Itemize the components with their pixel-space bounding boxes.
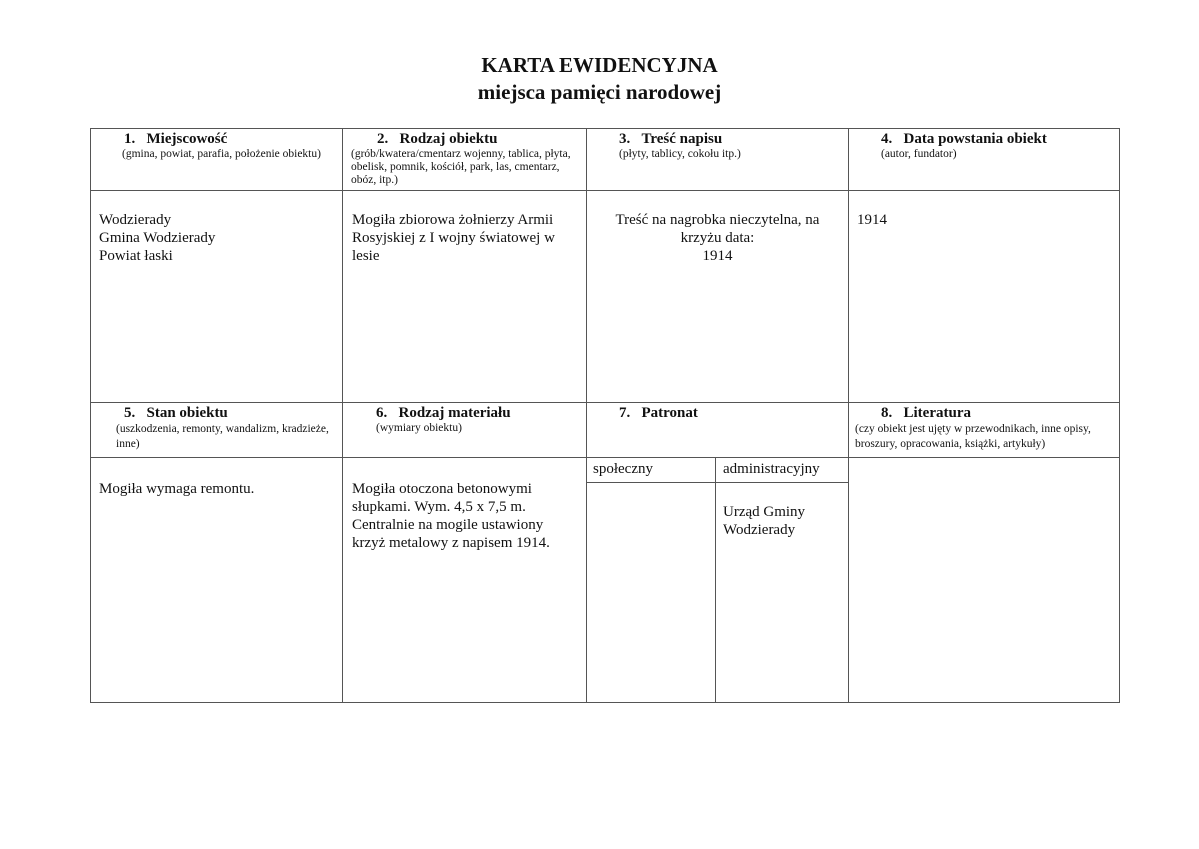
document-subtitle: miejsca pamięci narodowej	[477, 80, 722, 104]
patronat-spoleczny-label: społeczny	[593, 461, 653, 477]
content-line: Mogiła otoczona betonowymi słupkami. Wym. 4,5 x 7,5 m. Centralnie na mogile ustawiony krzyż metalowy z napisem 1914.	[352, 481, 550, 551]
content-line: 1914	[857, 212, 887, 228]
patronat-administracyjny-value: Urząd Gminy Wodzierady	[723, 504, 806, 538]
section-number: 7.	[619, 405, 631, 421]
section-heading: Rodzaj materiału	[398, 405, 511, 421]
content-line: 1914	[702, 248, 733, 264]
header-miejscowosc	[90, 128, 343, 191]
content-line: Mogiła wymaga remontu.	[99, 481, 255, 497]
content-tresc-napisu	[586, 190, 849, 403]
section-number: 6.	[376, 405, 388, 421]
patronat-administracyjny-label: administracyjny	[723, 461, 820, 477]
section-number: 1.	[124, 131, 136, 147]
section-hint: (wymiary obiektu)	[376, 422, 462, 434]
section-number: 2.	[377, 131, 389, 147]
section-heading: Literatura	[903, 405, 971, 421]
section-number: 3.	[619, 131, 631, 147]
section-hint: (gmina, powiat, parafia, położenie obiektu)	[122, 148, 321, 160]
header-literatura	[848, 402, 1120, 458]
section-hint: (autor, fundator)	[881, 148, 957, 160]
content-patronat	[586, 457, 849, 703]
header-data-powstania	[848, 128, 1120, 191]
section-heading: Patronat	[641, 405, 698, 421]
content-line: Powiat łaski	[99, 248, 173, 264]
content-line: Gmina Wodzierady	[99, 230, 216, 246]
header-stan-obiektu	[90, 402, 343, 458]
content-rodzaj-obiektu	[342, 190, 587, 403]
header-rodzaj-materialu	[342, 402, 587, 458]
content-line: Treść na nagrobka nieczytelna, na krzyżu data:	[615, 212, 820, 246]
section-number: 4.	[881, 131, 893, 147]
document-title: KARTA EWIDENCYJNA	[481, 53, 718, 77]
content-stan-obiektu	[90, 457, 343, 703]
section-hint: (płyty, tablicy, cokołu itp.)	[619, 148, 741, 160]
section-heading: Stan obiektu	[146, 405, 228, 421]
patronat-row-divider	[586, 482, 849, 483]
section-hint: (grób/kwatera/cmentarz wojenny, tablica, płyta, obelisk, pomnik, kościół, park, las, cmentarz, obóz, itp.)	[351, 148, 571, 186]
section-heading: Data powstania obiekt	[903, 131, 1047, 147]
content-data-powstania	[848, 190, 1120, 403]
section-heading: Miejscowość	[146, 131, 228, 147]
header-rodzaj-obiektu	[342, 128, 587, 191]
header-tresc-napisu	[586, 128, 849, 191]
section-hint: (czy obiekt jest ujęty w przewodnikach, inne opisy, broszury, opracowania, książki, artykuły)	[855, 423, 1091, 450]
section-hint: (uszkodzenia, remonty, wandalizm, kradzieże, inne)	[116, 423, 329, 450]
content-line: Mogiła zbiorowa żołnierzy Armii Rosyjskiej z I wojny światowej w lesie	[352, 212, 555, 264]
section-number: 8.	[881, 405, 893, 421]
content-miejscowosc	[90, 190, 343, 403]
patronat-column-divider	[715, 457, 716, 702]
section-heading: Treść napisu	[641, 131, 723, 147]
section-number: 5.	[124, 405, 136, 421]
content-line: Wodzierady	[99, 212, 172, 228]
content-literatura	[848, 457, 1120, 703]
content-rodzaj-materialu	[342, 457, 587, 703]
section-heading: Rodzaj obiektu	[399, 131, 498, 147]
header-patronat	[586, 402, 849, 458]
